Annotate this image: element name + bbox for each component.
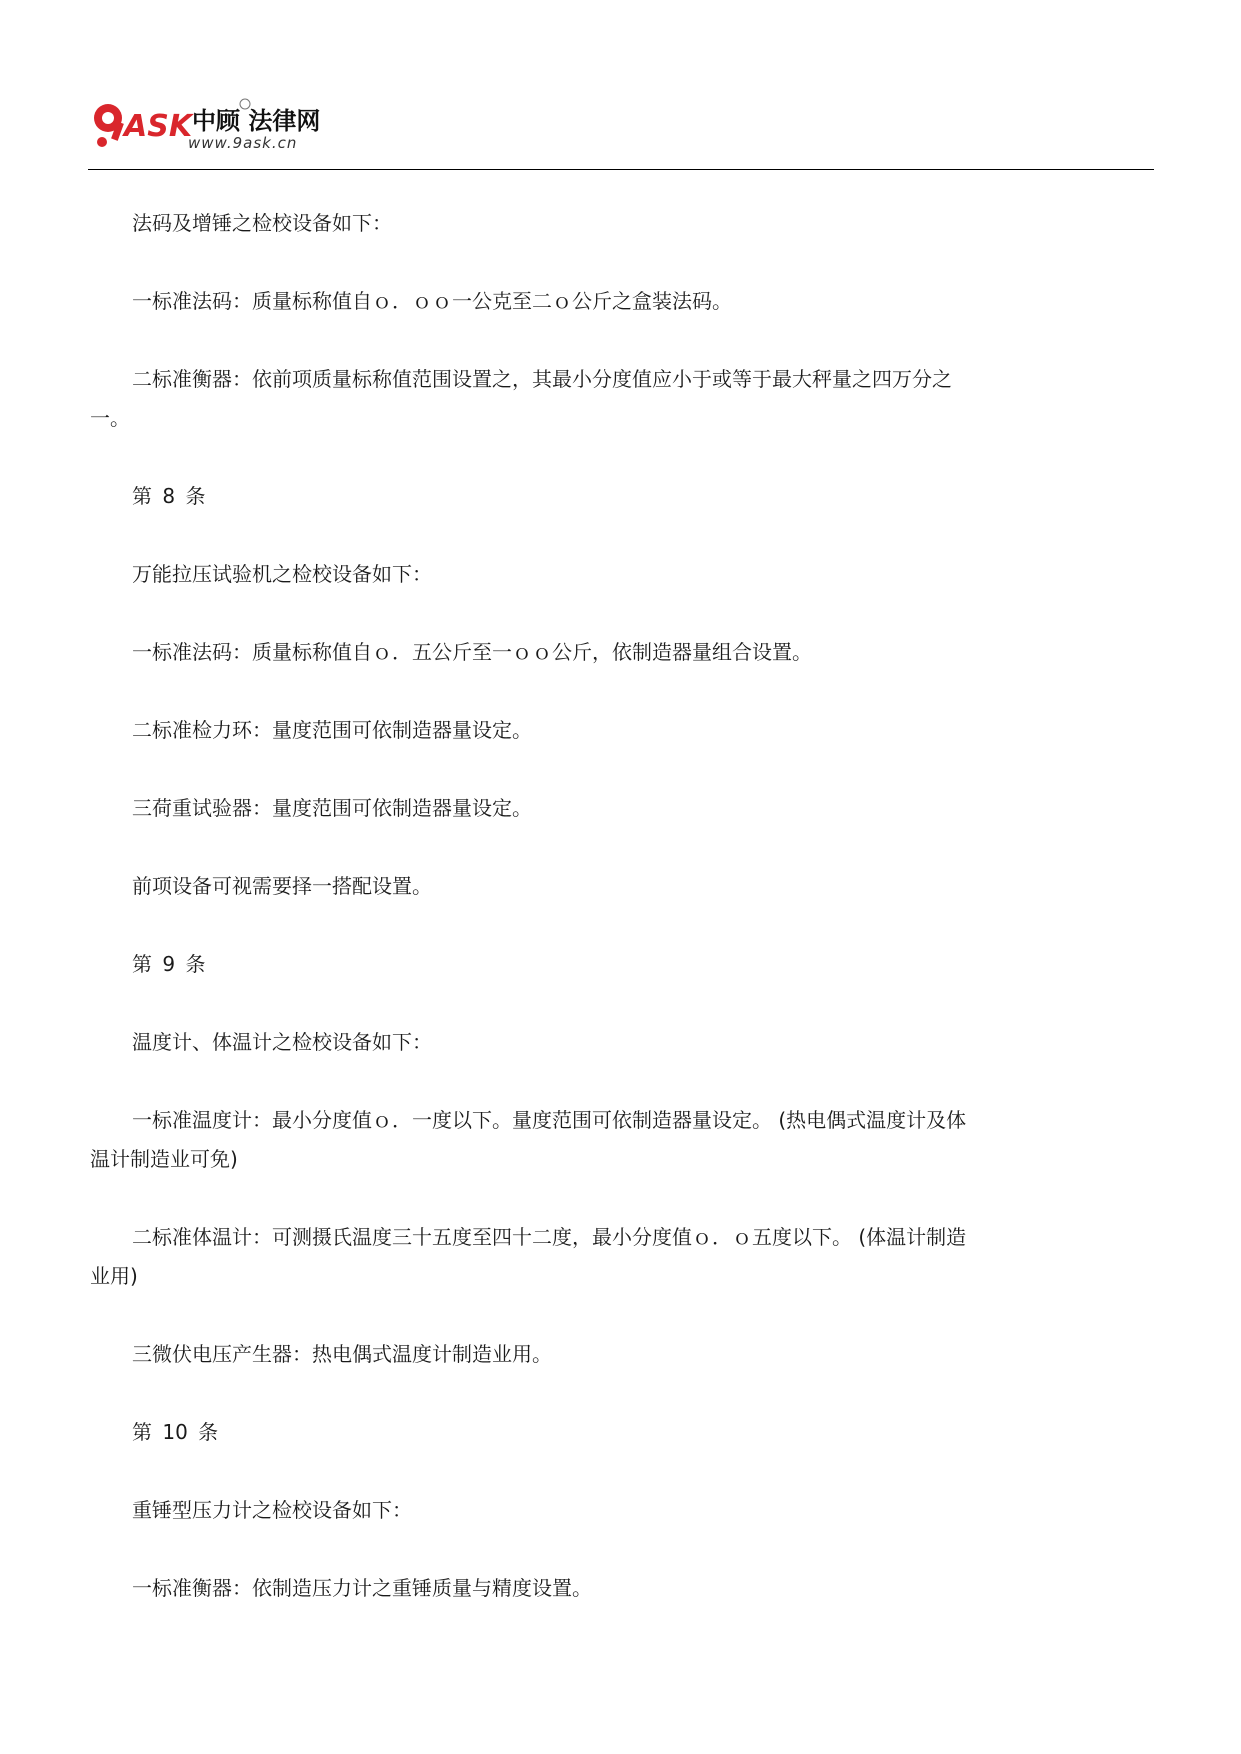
logo-cn-text: 中顾 法律网 xyxy=(192,107,321,135)
paragraph: 万能拉压试验机之检校设备如下： xyxy=(132,562,432,586)
paragraph: 一标准法码：质量标称值自ｏ．ｏｏ一公克至二ｏ公斤之盒装法码。 xyxy=(132,289,732,313)
paragraph: 二标准检力环：量度范围可依制造器量设定。 xyxy=(132,718,532,742)
article-heading: 第 10 条 xyxy=(132,1420,219,1444)
paragraph: 前项设备可视需要择一搭配设置。 xyxy=(132,874,432,898)
paragraph: 一标准法码：质量标称值自ｏ．五公斤至一ｏｏ公斤，依制造器量组合设置。 xyxy=(132,640,812,664)
svg-text:ASK: ASK xyxy=(124,109,193,144)
paragraph: 一标准衡器：依制造压力计之重锤质量与精度设置。 xyxy=(132,1576,592,1600)
paragraph: 二标准体温计：可测摄氏温度三十五度至四十二度，最小分度值ｏ．ｏ五度以下。 (体温计制造业用) xyxy=(90,1225,967,1288)
paragraph: 法码及增锤之检校设备如下： xyxy=(132,211,392,235)
paragraph: 二标准衡器：依前项质量标称值范围设置之，其最小分度值应小于或等于最大秤量之四万分之一。 xyxy=(90,367,952,430)
paragraph: 一标准温度计：最小分度值ｏ．一度以下。量度范围可依制造器量设定。 (热电偶式温度计及体温计制造业可免) xyxy=(90,1108,967,1171)
article-heading: 第 9 条 xyxy=(132,952,206,976)
paragraph: 重锤型压力计之检校设备如下： xyxy=(132,1498,412,1522)
logo-url: www.9ask.cn xyxy=(188,134,298,152)
paragraph: 温度计、体温计之检校设备如下： xyxy=(132,1030,432,1054)
article-heading: 第 8 条 xyxy=(132,484,206,508)
paragraph: 三荷重试验器：量度范围可依制造器量设定。 xyxy=(132,796,532,820)
paragraph: 三微伏电压产生器：热电偶式温度计制造业用。 xyxy=(132,1342,552,1366)
site-header xyxy=(88,96,348,158)
header-divider xyxy=(88,169,1154,170)
document-body xyxy=(90,204,970,1647)
